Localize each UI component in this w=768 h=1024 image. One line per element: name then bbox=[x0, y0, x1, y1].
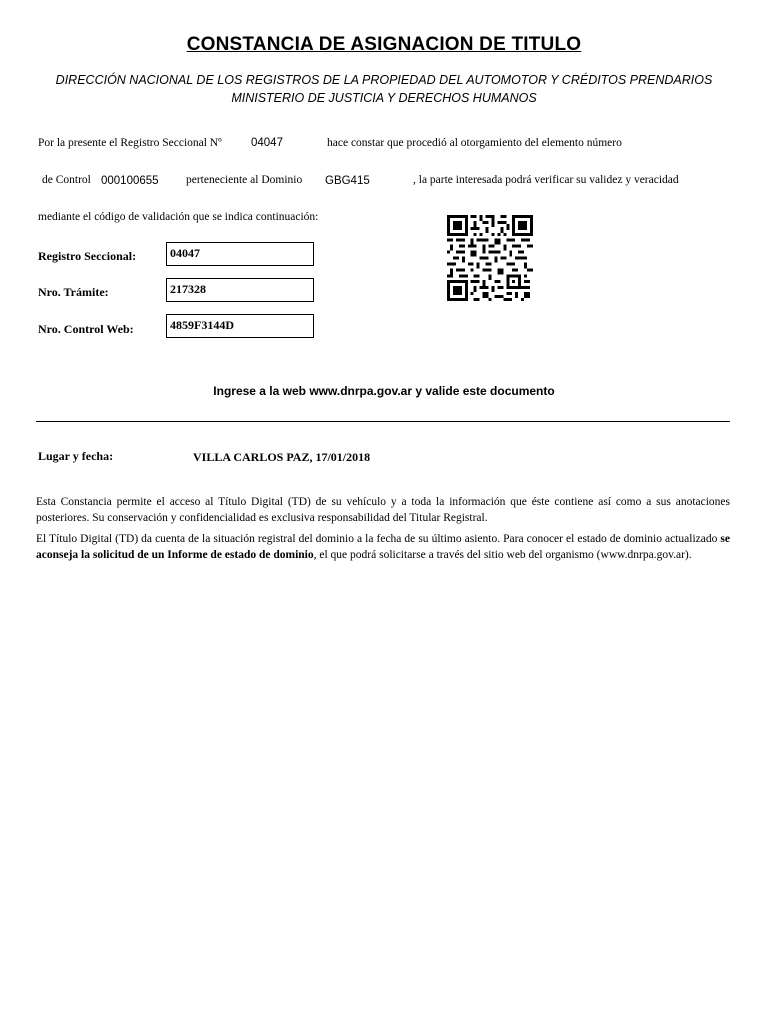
title-info-text-2: , el que podrá solicitarse a través del sitio web del organismo (www.dnrpa.gov.ar). bbox=[313, 549, 692, 561]
intro-text-2a: de Control bbox=[42, 174, 91, 186]
nro-tramite-label: Nro. Trámite: bbox=[38, 285, 109, 299]
title-info-paragraph bbox=[36, 531, 730, 563]
place-date-label: Lugar y fecha: bbox=[38, 449, 114, 463]
qr-code-icon bbox=[447, 215, 533, 301]
registro-seccional-label: Registro Seccional: bbox=[38, 249, 137, 263]
intro-text-1a: Por la presente el Registro Seccional Nº bbox=[38, 137, 222, 149]
control-number: 000100655 bbox=[101, 175, 159, 187]
intro-text-3: mediante el código de validación que se indica continuación: bbox=[38, 211, 319, 223]
intro-text-2c: , la parte interesada podrá verificar su validez y veracidad bbox=[413, 174, 679, 186]
nro-control-web-label: Nro. Control Web: bbox=[38, 322, 134, 336]
web-validation-notice: Ingrese a la web www.dnrpa.gov.ar y valide este documento bbox=[213, 384, 555, 398]
registro-number: 04047 bbox=[251, 137, 283, 149]
dominio-value: GBG415 bbox=[325, 175, 370, 187]
nro-control-web-field: 4859F3144D bbox=[166, 314, 314, 338]
issuing-agency: DIRECCIÓN NACIONAL DE LOS REGISTROS DE LA PROPIEDAD DEL AUTOMOTOR Y CRÉDITOS PRENDARIOS bbox=[55, 73, 713, 87]
document-title: CONSTANCIA DE ASIGNACION DE TITULO bbox=[186, 34, 582, 55]
intro-text-1b: hace constar que procedió al otorgamiento del elemento número bbox=[327, 137, 622, 149]
ministry-name: MINISTERIO DE JUSTICIA Y DERECHOS HUMANOS bbox=[231, 91, 537, 105]
registro-seccional-field: 04047 bbox=[166, 242, 314, 266]
title-info-bold-advice: se aconseja la solicitud de un Informe de estado de dominio bbox=[36, 533, 730, 561]
nro-tramite-field: 217328 bbox=[166, 278, 314, 302]
divider bbox=[36, 421, 730, 422]
access-paragraph: Esta Constancia permite el acceso al Título Digital (TD) de su vehículo y a toda la información que éste contiene así como a sus anotaciones posteriores. Su conservación y confidencialidad es exclusiva responsabilidad del Titular Registral. bbox=[36, 496, 730, 524]
place-date-value: VILLA CARLOS PAZ, 17/01/2018 bbox=[193, 450, 371, 464]
title-info-text-1: El Título Digital (TD) da cuenta de la situación registral del dominio a la fecha de su último asiento. Para conocer el estado de dominio actualizado bbox=[36, 533, 721, 545]
intro-text-2b: perteneciente al Dominio bbox=[186, 174, 303, 186]
